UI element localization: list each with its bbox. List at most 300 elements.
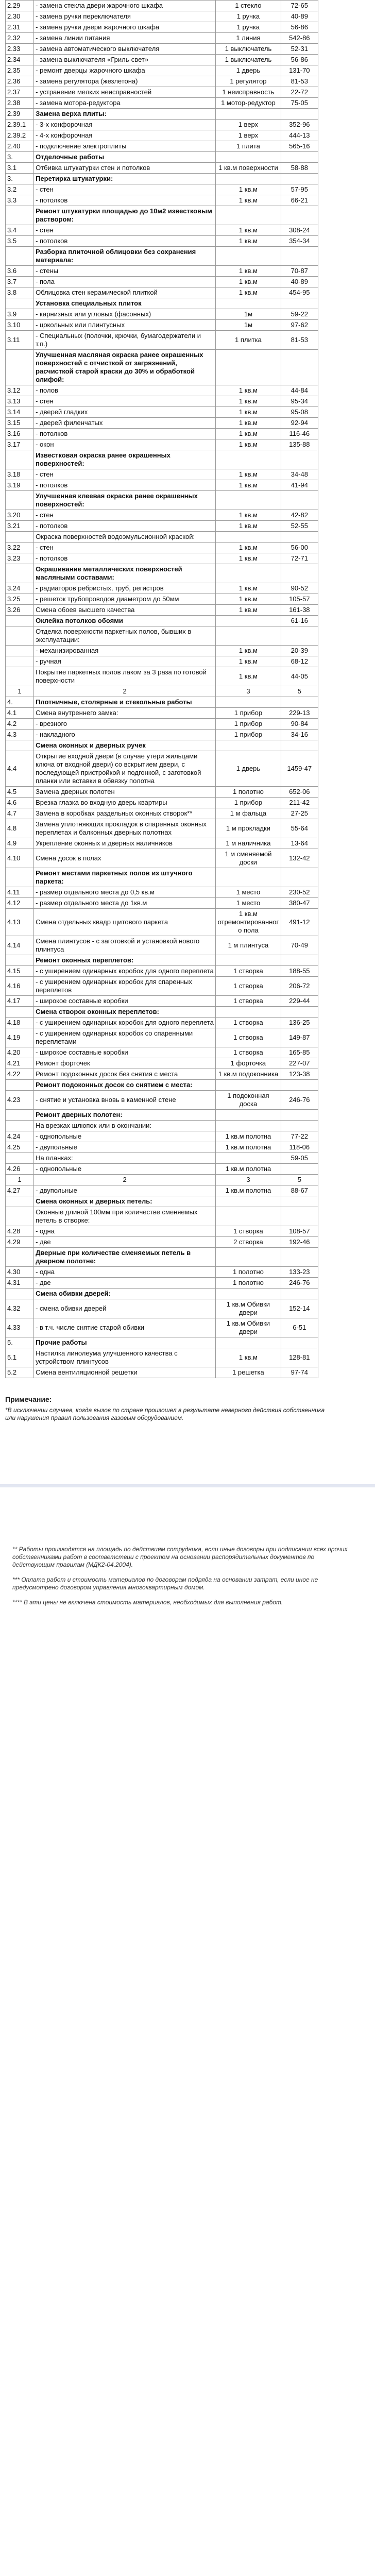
table-row: [6, 1237, 318, 1248]
table-row: [6, 1367, 318, 1378]
table-row: [6, 184, 318, 195]
work-name-cell: Улучшенная клеевая окраска ранее окрашенных поверхностей:: [34, 491, 216, 510]
table-row: [6, 787, 318, 798]
unit-cell: 1 м фальца: [216, 808, 281, 819]
table-row: [6, 751, 318, 787]
unit-cell: [216, 152, 281, 163]
work-name-cell: - с уширением одинарных коробок для одного переплета: [34, 966, 216, 977]
unit-cell: 1 м наличника: [216, 838, 281, 849]
work-name-cell: Настилка линолеума улучшенного качества с устройством плинтусов: [34, 1348, 216, 1367]
price-cell: 123-38: [281, 1069, 318, 1080]
row-number-cell: 3.17: [6, 439, 34, 450]
price-cell: 88-67: [281, 1185, 318, 1196]
row-number-cell: [6, 1110, 34, 1121]
price-cell: 380-47: [281, 898, 318, 909]
row-number-cell: [6, 491, 34, 510]
price-cell: 95-08: [281, 407, 318, 418]
table-row: [6, 1278, 318, 1289]
row-number-cell: 3.12: [6, 385, 34, 396]
unit-cell: 1 кв.м: [216, 646, 281, 656]
unit-cell: 2 створка: [216, 1237, 281, 1248]
work-name-cell: Укрепление оконных и дверных наличников: [34, 838, 216, 849]
unit-cell: 1 выключатель: [216, 44, 281, 55]
unit-cell: [216, 1121, 281, 1131]
unit-cell: [216, 206, 281, 225]
price-cell: [281, 740, 318, 751]
row-number-cell: 4.3: [6, 730, 34, 740]
row-number-cell: [6, 1207, 34, 1226]
notes-block: [5, 1396, 335, 1422]
row-number-cell: [6, 656, 34, 667]
work-name-cell: Перетирка штукатурки:: [34, 174, 216, 184]
row-number-cell: 4.22: [6, 1069, 34, 1080]
price-cell: [281, 247, 318, 266]
price-cell: [281, 1248, 318, 1267]
row-number-cell: 2.39.1: [6, 120, 34, 130]
table-row: [6, 936, 318, 955]
notes-title: Примечание:: [5, 1395, 52, 1403]
unit-cell: 1 неисправность: [216, 87, 281, 98]
work-name-cell: Смена оконных и дверных ручек: [34, 740, 216, 751]
price-cell: [281, 174, 318, 184]
unit-cell: 1 прибор: [216, 730, 281, 740]
work-name-cell: - замена ручки двери жарочного шкафа: [34, 22, 216, 33]
unit-cell: 1 кв.м: [216, 385, 281, 396]
unit-cell: 1 плитка: [216, 331, 281, 350]
row-number-cell: 2.39.2: [6, 130, 34, 141]
unit-cell: 1 кв.м подоконника: [216, 1069, 281, 1080]
table-row: [6, 385, 318, 396]
work-name-cell: Отделочные работы: [34, 152, 216, 163]
unit-cell: 1 створка: [216, 1028, 281, 1047]
price-cell: [281, 491, 318, 510]
price-cell: [281, 1121, 318, 1131]
row-number-cell: 4.27: [6, 1185, 34, 1196]
row-number-cell: 3.13: [6, 396, 34, 407]
work-name-cell: - замена автоматического выключателя: [34, 44, 216, 55]
row-number-cell: 3.: [6, 174, 34, 184]
table-row: [6, 33, 318, 44]
price-cell: 81-53: [281, 76, 318, 87]
unit-cell: [216, 1207, 281, 1226]
price-cell: 454-95: [281, 287, 318, 298]
work-name-cell: Смена створок оконных переплетов:: [34, 1007, 216, 1018]
row-number-cell: 2.31: [6, 22, 34, 33]
row-number-cell: 3.10: [6, 320, 34, 331]
price-cell: 211-42: [281, 798, 318, 808]
price-cell: 77-22: [281, 1131, 318, 1142]
table-row: [6, 11, 318, 22]
table-row: [6, 849, 318, 868]
row-number-cell: [6, 1248, 34, 1267]
unit-cell: 1 подоконная доска: [216, 1091, 281, 1110]
price-cell: 58-88: [281, 163, 318, 174]
unit-cell: 1 кв.м: [216, 521, 281, 532]
price-cell: 652-06: [281, 787, 318, 798]
unit-cell: 1 место: [216, 887, 281, 898]
unit-cell: 1 кв.м: [216, 225, 281, 236]
price-cell: 133-23: [281, 1267, 318, 1278]
section-header-row: [6, 697, 318, 708]
table-row: [6, 1058, 318, 1069]
footnote: ** Работы производятся на площадь по действиям сотрудника, если иные договоры при подписании всех прочих собственниками работ в соответствии с проектом на основании распорядительных документов по действующим правилам (МДК2-04.2004).: [12, 1546, 348, 1568]
section-header-row: [6, 1248, 318, 1267]
work-name-cell: Замена уплотняющих прокладок в спаренных оконных переплетах и балконных дверных полотнах: [34, 819, 216, 838]
table-row: [6, 808, 318, 819]
section-header-row: [6, 1110, 318, 1121]
unit-cell: 1 створка: [216, 977, 281, 996]
price-cell: 56-86: [281, 22, 318, 33]
section-header-row: [6, 1337, 318, 1348]
section-header-row: [6, 616, 318, 626]
row-number-cell: 5.: [6, 1337, 34, 1348]
work-name-cell: На планках:: [34, 1153, 216, 1164]
section-header-row: [6, 491, 318, 510]
work-name-cell: - ручная: [34, 656, 216, 667]
unit-cell: [216, 491, 281, 510]
work-name-cell: Замена дверных полотен: [34, 787, 216, 798]
unit-cell: [216, 955, 281, 966]
row-number-cell: 4.26: [6, 1164, 34, 1175]
price-cell: 68-12: [281, 656, 318, 667]
work-name-cell: Врезка глазка во входную дверь квартиры: [34, 798, 216, 808]
work-name-cell: Смена обивки дверей:: [34, 1289, 216, 1299]
table-row: [6, 626, 318, 646]
table-row: [6, 594, 318, 605]
table-row: [6, 909, 318, 936]
price-cell: 56-86: [281, 55, 318, 65]
work-name-cell: - замена выключателя «Гриль-свет»: [34, 55, 216, 65]
work-name-cell: - две: [34, 1278, 216, 1289]
price-cell: 116-46: [281, 429, 318, 439]
page-divider: [0, 1484, 375, 1487]
unit-cell: 1 кв.м полотна: [216, 1185, 281, 1196]
row-number-cell: 3.3: [6, 195, 34, 206]
unit-cell: [216, 298, 281, 309]
work-name-cell: - замена ручки переключателя: [34, 11, 216, 22]
table-row: [6, 1069, 318, 1080]
row-number-cell: 3.24: [6, 583, 34, 594]
work-name-cell: Смена плинтусов - с заготовкой и установкой нового плинтуса: [34, 936, 216, 955]
work-name-cell: - пола: [34, 277, 216, 287]
unit-cell: 1 м плинтуса: [216, 936, 281, 955]
price-cell: 40-89: [281, 277, 318, 287]
work-name-cell: - цокольных или плинтусных: [34, 320, 216, 331]
unit-cell: 1 створка: [216, 1018, 281, 1028]
table-row: [6, 1164, 318, 1175]
row-number-cell: 4.17: [6, 996, 34, 1007]
work-name-cell: Ремонт штукатурки площадью до 10м2 известковым раствором:: [34, 206, 216, 225]
price-cell: 230-52: [281, 887, 318, 898]
row-number-cell: 4.16: [6, 977, 34, 996]
unit-cell: 1 выключатель: [216, 55, 281, 65]
unit-cell: 1 кв.м: [216, 667, 281, 686]
work-name-cell: - окон: [34, 439, 216, 450]
row-number-cell: 1: [6, 686, 34, 697]
work-name-cell: Ремонт подоконных досок без снятия с места: [34, 1069, 216, 1080]
unit-cell: 1 м сменяемой доски: [216, 849, 281, 868]
unit-cell: 1 кв.м: [216, 583, 281, 594]
row-number-cell: [6, 1289, 34, 1299]
unit-cell: [216, 350, 281, 385]
unit-cell: 1 кв.м: [216, 407, 281, 418]
price-cell: 81-53: [281, 331, 318, 350]
work-name-cell: Окрашивание металлических поверхностей масляными составами:: [34, 564, 216, 583]
unit-cell: [216, 1337, 281, 1348]
price-cell: 491-12: [281, 909, 318, 936]
price-cell: 1459-47: [281, 751, 318, 787]
price-cell: [281, 1207, 318, 1226]
row-number-cell: 3.15: [6, 418, 34, 429]
row-number-cell: 4.13: [6, 909, 34, 936]
price-cell: [281, 1289, 318, 1299]
row-number-cell: [6, 532, 34, 543]
row-number-cell: 3.11: [6, 331, 34, 350]
column-number-row: [6, 1175, 318, 1185]
work-name-cell: Ремонт дверных полотен:: [34, 1110, 216, 1121]
table-row: [6, 331, 318, 350]
table-row: [6, 667, 318, 686]
work-name-cell: - потолков: [34, 195, 216, 206]
work-name-cell: Ремонт подоконных досок со снятием с места:: [34, 1080, 216, 1091]
work-name-cell: - 3-х конфорочная: [34, 120, 216, 130]
row-number-cell: 2.29: [6, 1, 34, 11]
row-number-cell: 2.33: [6, 44, 34, 55]
unit-cell: 1 кв.м: [216, 195, 281, 206]
price-cell: 55-64: [281, 819, 318, 838]
work-name-cell: - механизированная: [34, 646, 216, 656]
price-cell: [281, 109, 318, 120]
work-name-cell: - дверей филенчатых: [34, 418, 216, 429]
price-cell: 135-88: [281, 439, 318, 450]
section-header-row: [6, 740, 318, 751]
work-name-cell: - с уширением одинарных коробок со спаренными переплетами: [34, 1028, 216, 1047]
table-row: [6, 708, 318, 719]
table-row: [6, 76, 318, 87]
table-row: [6, 418, 318, 429]
price-cell: 72-65: [281, 1, 318, 11]
row-number-cell: 4.2: [6, 719, 34, 730]
work-name-cell: Прочие работы: [34, 1337, 216, 1348]
unit-cell: [216, 1153, 281, 1164]
row-number-cell: 1: [6, 1175, 34, 1185]
row-number-cell: [6, 646, 34, 656]
table-row: [6, 225, 318, 236]
price-cell: [281, 152, 318, 163]
row-number-cell: [6, 206, 34, 225]
table-row: [6, 966, 318, 977]
price-cell: 72-71: [281, 553, 318, 564]
price-cell: 444-13: [281, 130, 318, 141]
unit-cell: [216, 626, 281, 646]
unit-cell: 1 кв.м полотна: [216, 1164, 281, 1175]
table-row: [6, 141, 318, 152]
unit-cell: 1 кв.м отремонтированного пола: [216, 909, 281, 936]
row-number-cell: [6, 1007, 34, 1018]
row-number-cell: 4.25: [6, 1142, 34, 1153]
unit-cell: [216, 109, 281, 120]
table-row: [6, 469, 318, 480]
section-header-row: [6, 298, 318, 309]
unit-cell: 1 решетка: [216, 1367, 281, 1378]
row-number-cell: 4.4: [6, 751, 34, 787]
row-number-cell: 4.: [6, 697, 34, 708]
price-cell: [281, 697, 318, 708]
unit-cell: 1 кв.м Обивки двери: [216, 1318, 281, 1337]
table-row: [6, 1142, 318, 1153]
work-name-cell: Оклейка потолков обоями: [34, 616, 216, 626]
row-number-cell: 3.23: [6, 553, 34, 564]
unit-cell: 1 полотно: [216, 1278, 281, 1289]
unit-cell: [216, 868, 281, 887]
work-name-cell: - потолков: [34, 480, 216, 491]
price-cell: [281, 450, 318, 469]
work-name-cell: - потолков: [34, 236, 216, 247]
work-name-cell: - стен: [34, 469, 216, 480]
unit-cell: 3: [216, 1175, 281, 1185]
row-number-cell: 4.32: [6, 1299, 34, 1318]
row-number-cell: 4.5: [6, 787, 34, 798]
price-cell: 27-25: [281, 808, 318, 819]
work-name-cell: - устранение мелких неисправностей: [34, 87, 216, 98]
row-number-cell: 4.15: [6, 966, 34, 977]
section-header-row: [6, 1007, 318, 1018]
unit-cell: [216, 1080, 281, 1091]
table-row: [6, 480, 318, 491]
table-row: [6, 521, 318, 532]
price-cell: 22-72: [281, 87, 318, 98]
price-cell: 44-05: [281, 667, 318, 686]
price-cell: 5: [281, 1175, 318, 1185]
unit-cell: 1 прибор: [216, 798, 281, 808]
work-name-cell: Дверные при количестве сменяемых петель в дверном полотне:: [34, 1248, 216, 1267]
price-cell: 565-16: [281, 141, 318, 152]
row-number-cell: 3.21: [6, 521, 34, 532]
unit-cell: 1 регулятор: [216, 76, 281, 87]
section-header-row: [6, 247, 318, 266]
row-number-cell: 3.: [6, 152, 34, 163]
price-cell: [281, 350, 318, 385]
price-cell: 161-38: [281, 605, 318, 616]
unit-cell: 1 мотор-редуктор: [216, 98, 281, 109]
row-number-cell: 3.7: [6, 277, 34, 287]
row-number-cell: [6, 1121, 34, 1131]
unit-cell: 1 линия: [216, 33, 281, 44]
unit-cell: [216, 247, 281, 266]
row-number-cell: [6, 450, 34, 469]
work-name-cell: - полов: [34, 385, 216, 396]
price-cell: [281, 1164, 318, 1175]
table-row: [6, 407, 318, 418]
price-cell: 97-74: [281, 1367, 318, 1378]
row-number-cell: 4.1: [6, 708, 34, 719]
table-row: [6, 553, 318, 564]
row-number-cell: 4.19: [6, 1028, 34, 1047]
table-row: [6, 819, 318, 838]
table-row: [6, 1091, 318, 1110]
table-row: [6, 838, 318, 849]
table-row: [6, 98, 318, 109]
row-number-cell: 4.28: [6, 1226, 34, 1237]
work-name-cell: - замена мотора-редуктора: [34, 98, 216, 109]
row-number-cell: 2.40: [6, 141, 34, 152]
work-name-cell: Смена оконных и дверных петель:: [34, 1196, 216, 1207]
unit-cell: 1 кв.м: [216, 418, 281, 429]
row-number-cell: 3.20: [6, 510, 34, 521]
row-number-cell: 2.30: [6, 11, 34, 22]
row-number-cell: 3.1: [6, 163, 34, 174]
price-cell: 41-94: [281, 480, 318, 491]
table-row: [6, 1299, 318, 1318]
work-name-cell: Ремонт местами паркетных полов из штучного паркета:: [34, 868, 216, 887]
row-number-cell: [6, 1080, 34, 1091]
unit-cell: [216, 1110, 281, 1121]
footnotes: [12, 1546, 352, 1614]
row-number-cell: 3.19: [6, 480, 34, 491]
price-cell: 70-49: [281, 936, 318, 955]
work-name-cell: - замена линии питания: [34, 33, 216, 44]
work-name-cell: - двупольные: [34, 1142, 216, 1153]
work-name-cell: Смена отдельных квадр щитового паркета: [34, 909, 216, 936]
unit-cell: [216, 1248, 281, 1267]
table-row: [6, 120, 318, 130]
table-row: [6, 309, 318, 320]
unit-cell: [216, 697, 281, 708]
unit-cell: 1 створка: [216, 996, 281, 1007]
section-header-row: [6, 1080, 318, 1091]
price-cell: 92-94: [281, 418, 318, 429]
price-cell: 118-06: [281, 1142, 318, 1153]
row-number-cell: 3.22: [6, 543, 34, 553]
unit-cell: 1 ручка: [216, 22, 281, 33]
unit-cell: [216, 532, 281, 543]
row-number-cell: 4.23: [6, 1091, 34, 1110]
unit-cell: 1 кв.м: [216, 543, 281, 553]
work-name-cell: Смена вентиляционной решетки: [34, 1367, 216, 1378]
price-cell: 61-16: [281, 616, 318, 626]
table-row: [6, 646, 318, 656]
unit-cell: 1 створка: [216, 966, 281, 977]
work-name-cell: - потолков: [34, 429, 216, 439]
row-number-cell: 2.38: [6, 98, 34, 109]
table-row: [6, 1348, 318, 1367]
table-row: [6, 605, 318, 616]
work-name-cell: - стены: [34, 266, 216, 277]
work-name-cell: Смена досок в полах: [34, 849, 216, 868]
work-name-cell: - решеток трубопроводов диаметром до 50мм: [34, 594, 216, 605]
unit-cell: 1 полотно: [216, 787, 281, 798]
unit-cell: [216, 616, 281, 626]
row-number-cell: 3.4: [6, 225, 34, 236]
price-cell: [281, 532, 318, 543]
column-number-row: [6, 686, 318, 697]
table-row: [6, 65, 318, 76]
table-row: [6, 130, 318, 141]
table-row: [6, 656, 318, 667]
table-row: [6, 1185, 318, 1196]
unit-cell: 1 створка: [216, 1226, 281, 1237]
work-name-cell: Покрытие паркетных полов лаком за 3 раза по готовой поверхности: [34, 667, 216, 686]
price-cell: 352-96: [281, 120, 318, 130]
work-name-cell: - снятие и установка вновь в каменной стене: [34, 1091, 216, 1110]
price-cell: 227-07: [281, 1058, 318, 1069]
table-row: [6, 439, 318, 450]
section-header-row: [6, 564, 318, 583]
unit-cell: 1 дверь: [216, 65, 281, 76]
table-row: [6, 1018, 318, 1028]
row-number-cell: 4.30: [6, 1267, 34, 1278]
table-row: [6, 1121, 318, 1131]
